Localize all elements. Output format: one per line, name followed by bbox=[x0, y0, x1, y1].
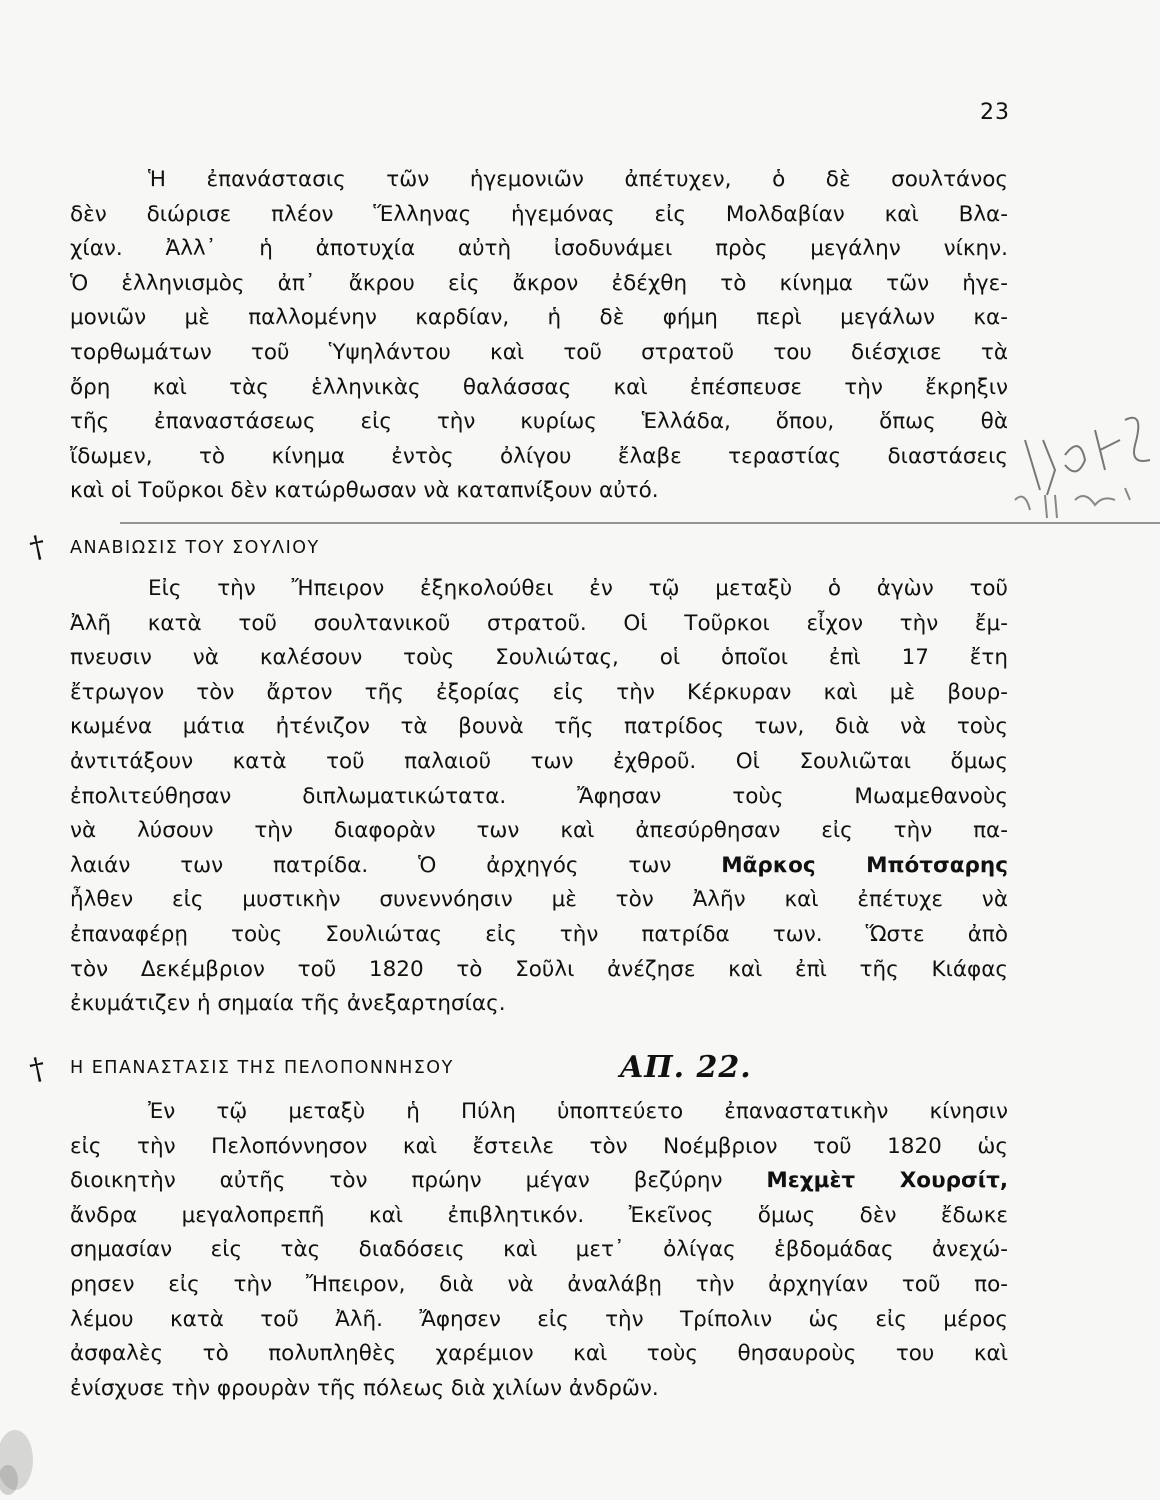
text-line: Ἐν τῷ μεταξὺ ἡ Πύλη ὑποπτεύετο ἐπαναστατικὴν κίνησιν bbox=[148, 1099, 1008, 1124]
person-name-hursit: Μεχμὲτ Χουρσίτ, bbox=[766, 1168, 1008, 1194]
section-heading-peloponnese: Η ΕΠΑΝΑΣΤΑΣΙΣ ΤΗΣ ΠΕΛΟΠΟΝΝΗΣΟΥ bbox=[70, 1058, 454, 1078]
text-line: ἔτρωγον τὸν ἄρτον τῆς ἐξορίας εἰς τὴν Κέρκυραν καὶ μὲ βουρ- bbox=[70, 679, 1008, 705]
text-line-with-name bbox=[70, 849, 1008, 884]
paragraph-revolution-principalities bbox=[70, 163, 1008, 509]
margin-cross-mark-icon: † bbox=[26, 528, 49, 567]
text-line: τῆς ἐπαναστάσεως εἰς τὴν κυρίως Ἑλλάδα, ὅπου, ὅπως θὰ bbox=[70, 409, 1008, 435]
margin-cross-mark-icon: † bbox=[26, 1050, 49, 1089]
text-line: τὸν Δεκέμβριον τοῦ 1820 τὸ Σοῦλι ἀνέζησε καὶ ἐπὶ τῆς Κιάφας bbox=[70, 956, 1008, 982]
text-line: κωμένα μάτια ἠτένιζον τὰ βουνὰ τῆς πατρίδος των, διὰ νὰ τοὺς bbox=[70, 714, 1008, 740]
section-heading-souli: ΑΝΑΒΙΩΣΙΣ ΤΟΥ ΣΟΥΛΙΟΥ bbox=[70, 538, 320, 558]
paragraph-peloponnese bbox=[70, 1095, 1008, 1406]
text-line: ἐπαναφέρῃ τοὺς Σουλιώτας εἰς τὴν πατρίδα των. Ὥστε ἀπὸ bbox=[70, 921, 1008, 947]
text-line: καὶ οἱ Τοῦρκοι δὲν κατώρθωσαν νὰ καταπνίξουν αὐτό. bbox=[70, 478, 659, 504]
text-segment: διοικητὴν αὐτῆς τὸν πρώην μέγαν βεζύρην bbox=[70, 1168, 723, 1194]
handwritten-reference-note: ΑΠ. 22. bbox=[620, 1050, 752, 1085]
text-line: ρησεν εἰς τὴν Ἤπειρον, διὰ νὰ ἀναλάβῃ τὴν ἀρχηγίαν τοῦ πο- bbox=[70, 1271, 1008, 1297]
text-line: ἄνδρα μεγαλοπρεπῆ καὶ ἐπιβλητικόν. Ἐκεῖνος ὅμως δὲν ἔδωκε bbox=[70, 1202, 1008, 1228]
pencil-rule-line bbox=[120, 522, 1160, 524]
text-line: νὰ λύσουν τὴν διαφορὰν των καὶ ἀπεσύρθησαν εἰς τὴν πα- bbox=[70, 818, 1008, 844]
text-line: ἀντιτάξουν κατὰ τοῦ παλαιοῦ των ἐχθροῦ. Οἱ Σουλιῶται ὅμως bbox=[70, 748, 1008, 774]
text-line: ἐνίσχυσε τὴν φρουρὰν τῆς πόλεως διὰ χιλίων ἀνδρῶν. bbox=[70, 1375, 659, 1401]
page-number: 23 bbox=[980, 100, 1010, 125]
text-line: ὄρη καὶ τὰς ἑλληνικὰς θαλάσσας καὶ ἐπέσπευσε τὴν ἔκρηξιν bbox=[70, 374, 1008, 400]
scan-smudge-graphic bbox=[0, 1380, 60, 1500]
text-line-with-name bbox=[70, 1164, 1008, 1199]
text-line: ἦλθεν εἰς μυστικὴν συνεννόησιν μὲ τὸν Ἀλῆν καὶ ἐπέτυχε νὰ bbox=[70, 887, 1008, 913]
text-line: μονιῶν μὲ παλλομένην καρδίαν, ἡ δὲ φήμη περὶ μεγάλων κα- bbox=[70, 305, 1008, 331]
text-line: εἰς τὴν Πελοπόννησον καὶ ἔστειλε τὸν Νοέμβριον τοῦ 1820 ὡς bbox=[70, 1133, 1008, 1159]
person-name-botsaris: Μᾶρκος Μπότσαρης bbox=[721, 852, 1008, 878]
text-line: δὲν διώρισε πλέον Ἕλληνας ἡγεμόνας εἰς Μολδαβίαν καὶ Βλα- bbox=[70, 201, 1008, 227]
paragraph-souli-revival bbox=[70, 572, 1008, 1022]
text-line: τορθωμάτων τοῦ Ὑψηλάντου καὶ τοῦ στρατοῦ του διέσχισε τὰ bbox=[70, 339, 1008, 365]
text-line: Ὁ ἑλληνισμὸς ἀπ᾽ ἄκρου εἰς ἄκρον ἐδέχθη τὸ κίνημα τῶν ἡγε- bbox=[70, 270, 1008, 296]
text-line: Εἰς τὴν Ἤπειρον ἐξηκολούθει ἐν τῷ μεταξὺ ὁ ἀγὼν τοῦ bbox=[148, 576, 1008, 601]
text-line: ἴδωμεν, τὸ κίνημα ἐντὸς ὀλίγου ἔλαβε τεραστίας διαστάσεις bbox=[70, 443, 1008, 469]
text-line: Ἡ ἐπανάστασις τῶν ἡγεμονιῶν ἀπέτυχεν, ὁ δὲ σουλτάνος bbox=[148, 167, 1008, 192]
text-segment: λαιάν των πατρίδα. Ὁ ἀρχηγός των bbox=[70, 852, 672, 878]
text-line: σημασίαν εἰς τὰς διαδόσεις καὶ μετ᾽ ὀλίγας ἑβδομάδας ἀνεχώ- bbox=[70, 1237, 1008, 1263]
margin-scribble-graphic bbox=[985, 400, 1160, 530]
text-line: πνευσιν νὰ καλέσουν τοὺς Σουλιώτας, οἱ ὁποῖοι ἐπὶ 17 ἔτη bbox=[70, 645, 1008, 671]
text-line: ἐκυμάτιζεν ἡ σημαία τῆς ἀνεξαρτησίας. bbox=[70, 991, 506, 1017]
text-line: χίαν. Ἀλλ᾽ ἡ ἀποτυχία αὐτὴ ἰσοδυνάμει πρὸς μεγάλην νίκην. bbox=[70, 236, 1008, 262]
text-line: ἐπολιτεύθησαν διπλωματικώτατα. Ἄφησαν τοὺς Μωαμεθανοὺς bbox=[70, 783, 1008, 809]
text-line: ἀσφαλὲς τὸ πολυπληθὲς χαρέμιον καὶ τοὺς θησαυροὺς του καὶ bbox=[70, 1341, 1008, 1367]
text-line: Ἀλῆ κατὰ τοῦ σουλτανικοῦ στρατοῦ. Οἱ Τοῦρκοι εἶχον τὴν ἔμ- bbox=[70, 610, 1008, 636]
text-line: λέμου κατὰ τοῦ Ἀλῆ. Ἄφησεν εἰς τὴν Τρίπολιν ὡς εἰς μέρος bbox=[70, 1306, 1008, 1332]
